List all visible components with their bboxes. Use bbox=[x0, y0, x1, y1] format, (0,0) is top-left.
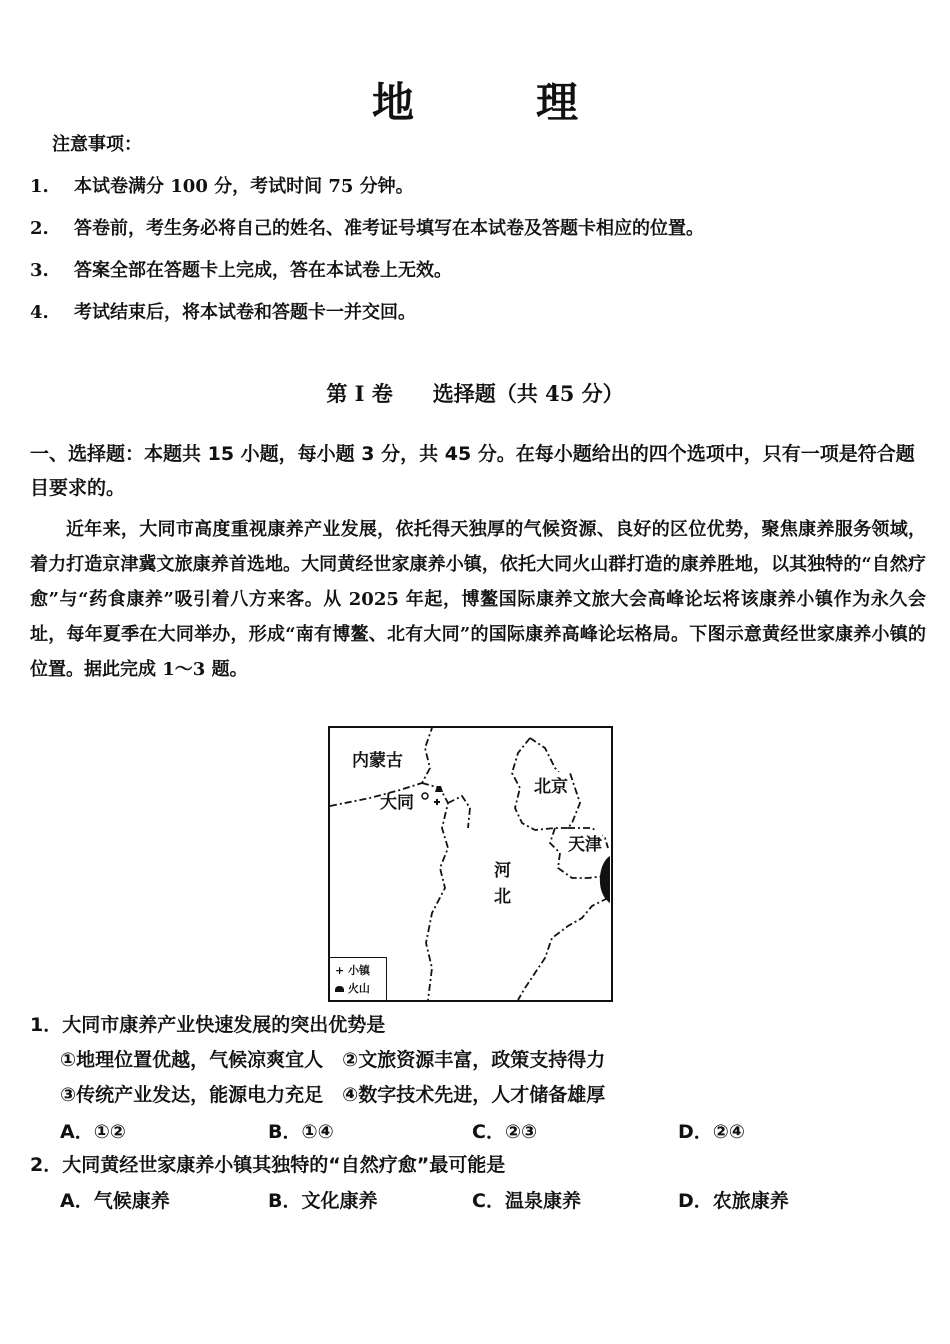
notice-item: 4. 考试结束后，将本试卷和答题卡一并交回。 bbox=[30, 302, 416, 323]
map-legend bbox=[330, 957, 387, 1000]
question-2-stem: 2．大同黄经世家康养小镇其独特的“自然疗愈”最可能是 bbox=[30, 1154, 506, 1176]
map-label-neimenggu: 内蒙古 bbox=[352, 746, 403, 771]
volcano-marker-icon bbox=[435, 786, 443, 792]
question-2-option-a[interactable]: A．气候康养 bbox=[60, 1190, 170, 1212]
notice-item: 2. 答卷前，考生务必将自己的姓名、准考证号填写在本试卷及答题卡相应的位置。 bbox=[30, 218, 704, 239]
map-label-hebei-2: 北 bbox=[494, 887, 511, 907]
question-1-statements-row2: ③传统产业发达，能源电力充足 ④数字技术先进，人才储备雄厚 bbox=[60, 1084, 606, 1106]
question-1-option-c[interactable]: C．②③ bbox=[472, 1121, 538, 1143]
map-label-beijing: 北京 bbox=[534, 772, 568, 797]
datong-city-marker bbox=[422, 793, 428, 799]
question-2-option-b[interactable]: B．文化康养 bbox=[268, 1190, 378, 1212]
notice-item: 1. 本试卷满分 100 分，考试时间 75 分钟。 bbox=[30, 176, 414, 197]
question-1-statements-row1: ①地理位置优越，气候凉爽宜人 ②文旅资源丰富，政策支持得力 bbox=[60, 1049, 606, 1071]
question-1-option-b[interactable]: B．①④ bbox=[268, 1121, 334, 1143]
notice-item: 3. 答案全部在答题卡上完成，答在本试卷上无效。 bbox=[30, 260, 452, 281]
question-1-option-a[interactable]: A．①② bbox=[60, 1121, 126, 1143]
map-label-hebei-1: 河 bbox=[494, 861, 511, 881]
question-1-option-d[interactable]: D．②④ bbox=[678, 1121, 745, 1143]
bohai-sea-shape bbox=[600, 856, 610, 903]
exam-title: 地 理 bbox=[371, 78, 618, 127]
legend-town: + 小镇 bbox=[335, 964, 371, 977]
town-marker-icon bbox=[434, 799, 440, 805]
volcano-icon bbox=[335, 986, 344, 992]
legend-volcano: 火山 bbox=[335, 980, 370, 996]
question-1-stem: 1．大同市康养产业快速发展的突出优势是 bbox=[30, 1014, 386, 1036]
question-2-option-d[interactable]: D．农旅康养 bbox=[678, 1190, 789, 1212]
plus-icon: + bbox=[335, 964, 345, 977]
question-2-option-c[interactable]: C．温泉康养 bbox=[472, 1190, 581, 1212]
map-label-tianjin: 天津 bbox=[568, 830, 602, 855]
map-label-datong: 大同 bbox=[380, 793, 414, 813]
reading-passage: 近年来，大同市高度重视康养产业发展，依托得天独厚的气候资源、良好的区位优势，聚焦康养服务领域，着力打造京津冀文旅康养首选地。大同黄经世家康养小镇，依托大同火山群打造的康养胜地，以其独特的“自然疗愈”与“药食康养”吸引着八方来客。从 2025 年起，博鳌国际康养文旅大会高峰论坛将该康养小镇作为永久会址，每年夏季在大同举办，形成“南有博鳌、北有大同”的国际康养高峰论坛格局。下图示意黄经世家康养小镇的位置。据此完成 1～3 题。 bbox=[30, 519, 926, 680]
section-heading: 第 I 卷 选择题（共 45 分） bbox=[326, 381, 624, 406]
notice-heading: 注意事项： bbox=[52, 134, 142, 155]
part-one-instructions: 一、选择题：本题共 15 小题，每小题 3 分，共 45 分。在每小题给出的四个选项中，只有一项是符合题目要求的。 bbox=[30, 443, 915, 499]
location-map bbox=[328, 726, 613, 1002]
